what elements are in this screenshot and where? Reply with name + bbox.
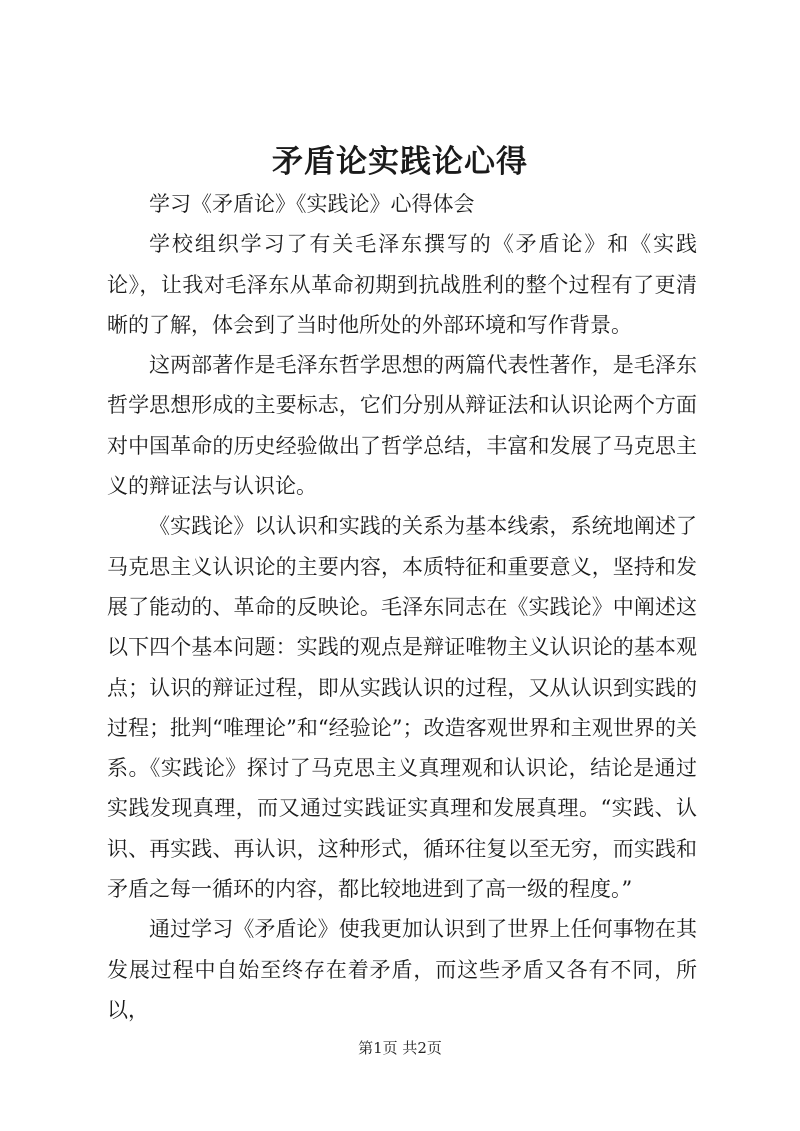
document-body	[107, 184, 697, 1030]
paragraph-intro: 学校组织学习了有关毛泽东撰写的《矛盾论》和《实践论》，让我对毛泽东从革命初期到抗战胜利的整个过程有了更清晰的了解，体会到了当时他所处的外部环境和写作背景。	[107, 232, 697, 337]
paragraph-works-overview: 这两部著作是毛泽东哲学思想的两篇代表性著作，是毛泽东哲学思想形成的主要标志，它们分别从辩证法和认识论两个方面对中国革命的历史经验做出了哲学总结，丰富和发展了马克思主义的辩证法与认识论。	[107, 353, 697, 499]
document-title: 矛盾论实践论心得	[272, 144, 528, 180]
paragraph-on-practice: 《实践论》以认识和实践的关系为基本线索，系统地阐述了马克思主义认识论的主要内容，本质特征和重要意义，坚持和发展了能动的、革命的反映论。毛泽东同志在《实践论》中阐述这以下四个基本问题：实践的观点是辩证唯物主义认识论的基本观点；认识的辩证过程，即从实践认识的过程，又从认识到实践的过程；批判“唯理论”和“经验论”；改造客观世界和主观世界的关系。《实践论》探讨了马克思主义真理观和认识论，结论是通过实践发现真理，而又通过实践证实真理和发展真理。“实践、认识、再实践、再认识，这种形式，循环往复以至无穷，而实践和矛盾之每一循环的内容，都比较地进到了高一级的程度。”	[107, 514, 697, 902]
paragraph-subtitle: 学习《矛盾论》《实践论》心得体会	[149, 192, 475, 216]
paragraph-on-contradiction: 通过学习《矛盾论》使我更加认识到了世界上任何事物在其发展过程中自始至终存在着矛盾，而这些矛盾又各有不同，所以，	[107, 917, 697, 1022]
page-number-footer: 第1页 共2页	[358, 1039, 442, 1057]
